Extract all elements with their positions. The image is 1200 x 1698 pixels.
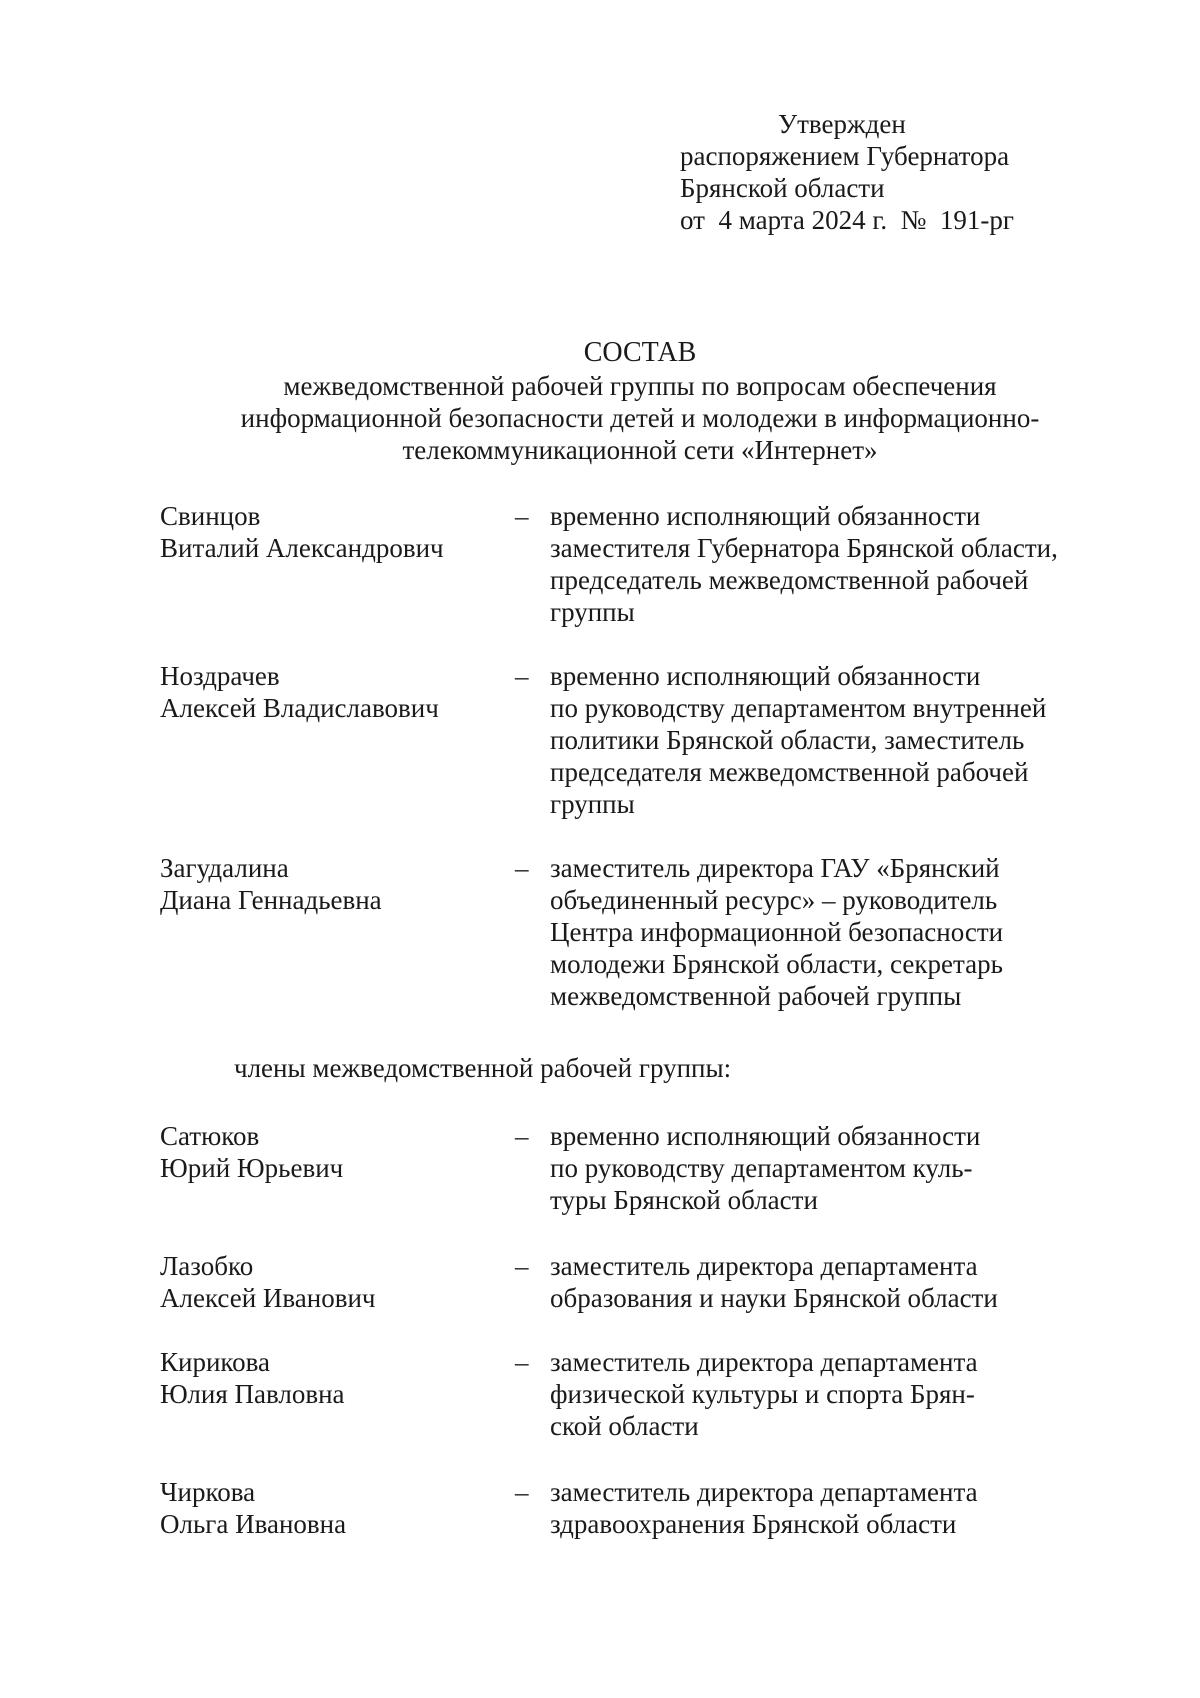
person-role xyxy=(550,1250,1110,1314)
role-line: временно исполняющий обязанности xyxy=(550,661,981,691)
person-role xyxy=(550,500,1110,628)
role-line: заместитель директора департамента xyxy=(550,1477,978,1507)
role-line: молодежи Брянской области, секретарь xyxy=(550,949,1003,979)
dash-separator: – xyxy=(515,1121,529,1151)
dash-separator: – xyxy=(515,501,529,531)
person-name xyxy=(160,660,480,724)
dash-separator: – xyxy=(515,1251,529,1281)
given-names: Юлия Павловна xyxy=(160,1379,345,1409)
title-heading: СОСТАВ xyxy=(583,337,697,368)
role-line: по руководству департаментом внутренней xyxy=(550,693,1047,723)
person-role xyxy=(550,1346,1110,1442)
person-name xyxy=(160,1250,480,1314)
role-line: образования и науки Брянской области xyxy=(550,1283,998,1313)
role-line: физической культуры и спорта Брян- xyxy=(550,1379,975,1409)
approval-line: Брянской области xyxy=(680,173,885,203)
dash-separator: – xyxy=(515,1477,529,1507)
surname: Чиркова xyxy=(160,1477,256,1507)
person-name xyxy=(160,1346,480,1410)
role-line: туры Брянской области xyxy=(550,1185,818,1215)
surname: Лазобко xyxy=(160,1251,254,1281)
title-subtitle xyxy=(150,370,1130,466)
person-role xyxy=(550,1476,1110,1540)
person-role xyxy=(550,660,1110,820)
role-line: заместителя Губернатора Брянской области, xyxy=(550,533,1058,563)
person-role xyxy=(550,852,1110,1012)
role-line: по руководству департаментом куль- xyxy=(550,1153,973,1183)
subtitle-line: информационной безопасности детей и молодежи в информационно- xyxy=(240,403,1040,433)
approval-line: распоряжением Губернатора xyxy=(680,141,1010,171)
approval-stamp xyxy=(680,108,1100,236)
role-line: группы xyxy=(550,597,635,627)
given-names: Юрий Юрьевич xyxy=(160,1153,344,1183)
approval-line: от 4 марта 2024 г. № 191-рг xyxy=(680,205,1014,235)
subtitle-line: межведомственной рабочей группы по вопросам обеспечения xyxy=(283,371,997,401)
role-line: Центра информационной безопасности xyxy=(550,917,1004,947)
dash-separator: – xyxy=(515,1347,529,1377)
person-name xyxy=(160,500,480,564)
person-name xyxy=(160,852,480,916)
person-role xyxy=(550,1120,1110,1216)
given-names: Ольга Ивановна xyxy=(160,1509,347,1539)
dash-separator: – xyxy=(515,853,529,883)
surname: Свинцов xyxy=(160,501,261,531)
surname: Кирикова xyxy=(160,1347,271,1377)
dash-separator: – xyxy=(515,661,529,691)
role-line: председателя межведомственной рабочей xyxy=(550,757,1029,787)
surname: Сатюков xyxy=(160,1121,260,1151)
document-title xyxy=(150,336,1130,466)
subtitle-line: телекоммуникационной сети «Интернет» xyxy=(402,435,878,465)
role-line: заместитель директора департамента xyxy=(550,1251,978,1281)
role-line: временно исполняющий обязанности xyxy=(550,501,981,531)
surname: Загудалина xyxy=(160,853,289,883)
members-heading: члены межведомственной рабочей группы: xyxy=(234,1053,732,1083)
person-name xyxy=(160,1476,480,1540)
role-line: межведомственной рабочей группы xyxy=(550,981,962,1011)
role-line: заместитель директора ГАУ «Брянский xyxy=(550,853,1000,883)
surname: Ноздрачев xyxy=(160,661,280,691)
given-names: Алексей Владиславович xyxy=(160,693,439,723)
role-line: группы xyxy=(550,789,635,819)
role-line: политики Брянской области, заместитель xyxy=(550,725,1025,755)
role-line: здравоохранения Брянской области xyxy=(550,1509,957,1539)
person-name xyxy=(160,1120,480,1184)
approval-line: Утвержден xyxy=(778,109,906,139)
role-line: временно исполняющий обязанности xyxy=(550,1121,981,1151)
role-line: объединенный ресурс» – руководитель xyxy=(550,885,998,915)
role-line: председатель межведомственной рабочей xyxy=(550,565,1029,595)
role-line: заместитель директора департамента xyxy=(550,1347,978,1377)
role-line: ской области xyxy=(550,1411,699,1441)
given-names: Виталий Александрович xyxy=(160,533,444,563)
given-names: Диана Геннадьевна xyxy=(160,885,382,915)
given-names: Алексей Иванович xyxy=(160,1283,376,1313)
